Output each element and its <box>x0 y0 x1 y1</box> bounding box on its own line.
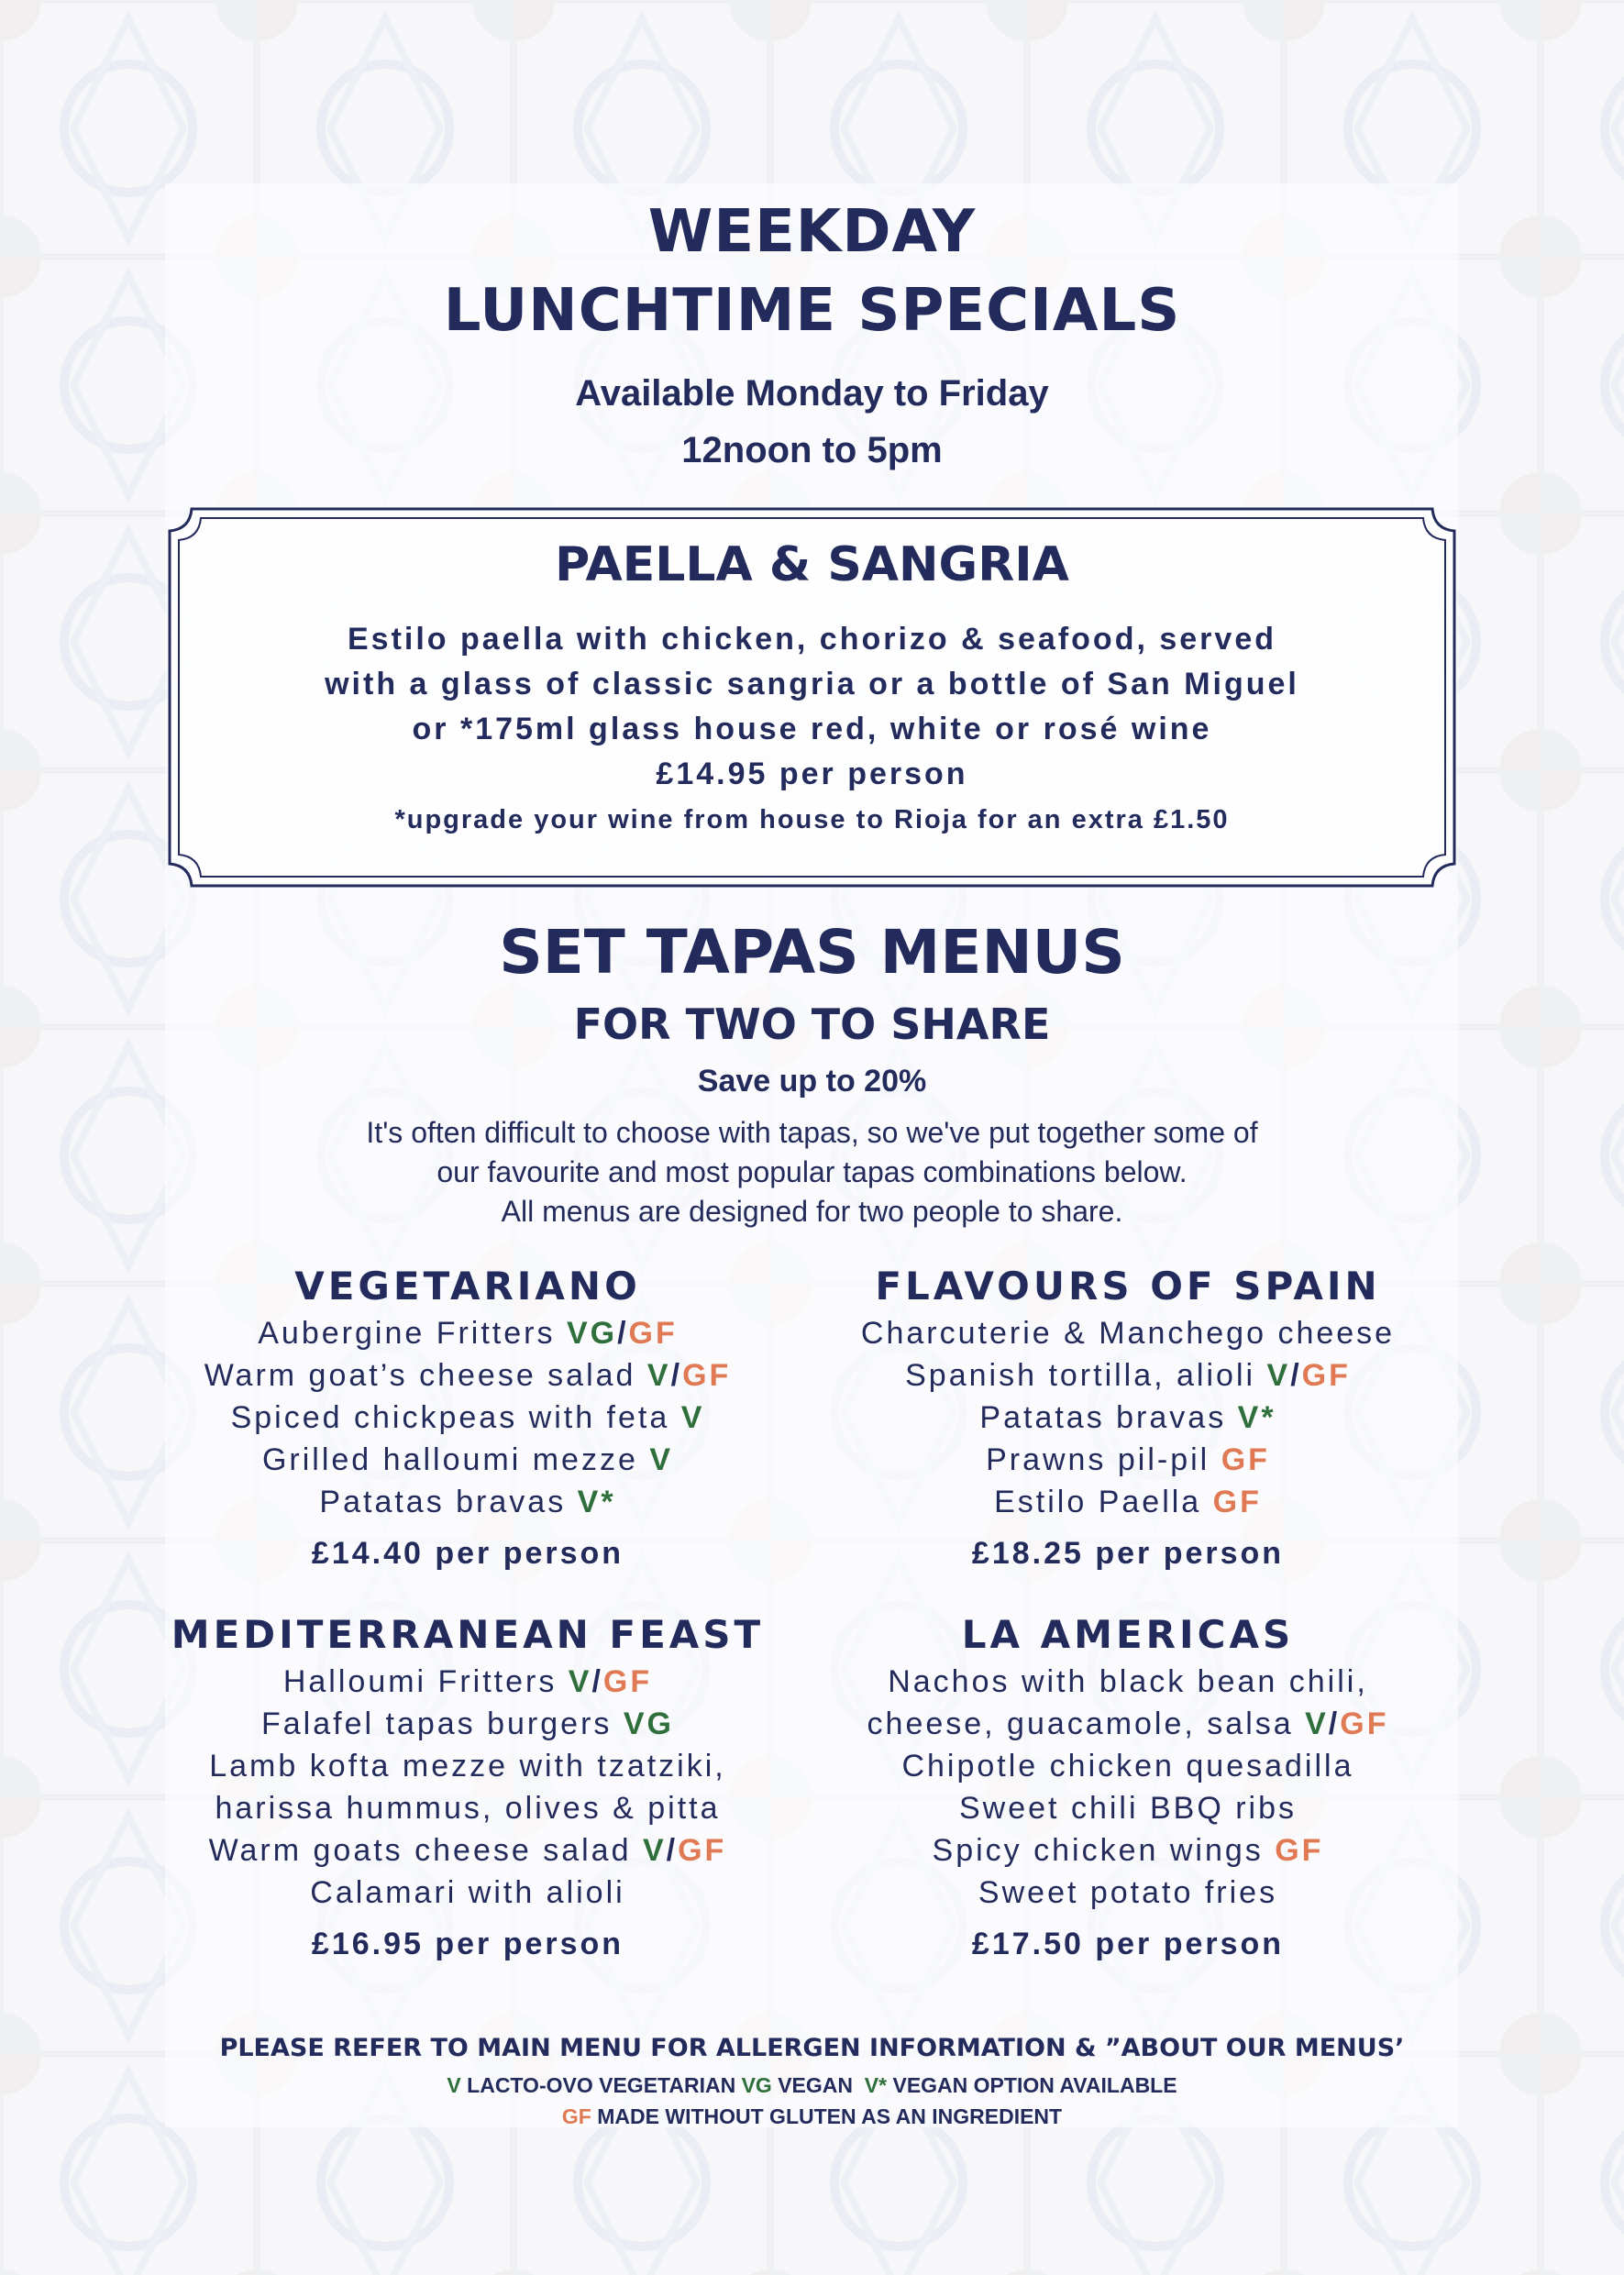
menu-item <box>92 1354 844 1397</box>
menu-item-name: Falafel tapas burgers <box>261 1706 613 1741</box>
wine-upgrade-note: *upgrade your wine from house to Rioja for an extra £1.50 <box>394 805 1230 834</box>
menu-item-name: Calamari with alioli <box>310 1875 625 1910</box>
gluten-free-tag: GF <box>1275 1833 1324 1868</box>
menu-item-name: Sweet potato fries <box>978 1875 1278 1910</box>
menu-item <box>752 1703 1504 1745</box>
save-badge-text: Save up to 20% <box>697 1064 927 1099</box>
menu-items <box>92 1312 844 1523</box>
diet-tag: V <box>642 1833 667 1868</box>
menu-items <box>752 1661 1504 1914</box>
menu-item <box>752 1312 1504 1354</box>
key-text-vstar: VEGAN OPTION AVAILABLE <box>887 2073 1177 2097</box>
menu-items <box>752 1312 1504 1523</box>
menu-item <box>752 1872 1504 1914</box>
diet-tag: VG <box>566 1316 618 1351</box>
menu-item-name: Halloumi Fritters <box>282 1664 558 1699</box>
diet-tag-separator: / <box>1328 1706 1341 1741</box>
gluten-free-tag: GF <box>678 1833 727 1868</box>
menu-flavours-of-spain <box>752 1261 1504 1572</box>
menu-title: MEDITERRANEAN FEAST <box>171 1612 765 1657</box>
menu-item-name: Patatas bravas <box>979 1400 1227 1435</box>
diet-tag: V <box>1266 1358 1291 1393</box>
gluten-free-tag: GF <box>1340 1706 1389 1741</box>
menu-item-name: Chipotle chicken quesadilla <box>901 1749 1354 1784</box>
menu-item-name: Warm goat’s cheese salad <box>204 1358 636 1393</box>
intro-line: our favourite and most popular tapas combinations below. <box>436 1155 1188 1188</box>
diet-tag-separator: / <box>670 1358 683 1393</box>
menu-item <box>92 1481 844 1523</box>
menu-item-name: Nachos with black bean chili, <box>888 1664 1368 1699</box>
key-code-v: V <box>447 2073 461 2097</box>
page-title-line1: WEEKDAY <box>647 198 977 266</box>
menu-item-name: Patatas bravas <box>319 1485 567 1519</box>
diet-tag: V <box>680 1400 705 1435</box>
page-title-line2: LUNCHTIME SPECIALS <box>443 277 1181 345</box>
diet-tag: V <box>1305 1706 1329 1741</box>
set-tapas-intro <box>0 1113 1624 1231</box>
diet-tag: V* <box>1237 1400 1276 1435</box>
key-text-vg: VEGAN <box>771 2073 865 2097</box>
menu-title: VEGETARIANO <box>294 1264 641 1309</box>
gluten-free-tag: GF <box>1221 1442 1270 1477</box>
menu-item <box>92 1829 844 1872</box>
menu-title: LA AMERICAS <box>961 1612 1295 1657</box>
key-text-gf: MADE WITHOUT GLUTEN AS AN INGREDIENT <box>591 2104 1063 2128</box>
gluten-free-tag: GF <box>602 1664 653 1699</box>
menu-item-name: Spanish tortilla, alioli <box>905 1358 1256 1393</box>
paella-box-title: PAELLA & SANGRIA <box>555 537 1069 592</box>
diet-tag-separator: / <box>617 1316 629 1351</box>
menu-item-name: Spicy chicken wings <box>932 1833 1264 1868</box>
menu-title: FLAVOURS OF SPAIN <box>875 1264 1381 1309</box>
allergen-notice: PLEASE REFER TO MAIN MENU FOR ALLERGEN INFORMATION & ”ABOUT OUR MENUS’ <box>219 2034 1405 2062</box>
gluten-free-tag: GF <box>1301 1358 1351 1393</box>
menu-item <box>92 1745 844 1787</box>
paella-price: £14.95 per person <box>656 756 968 791</box>
paella-line: Estilo paella with chicken, chorizo & seafood, served <box>347 622 1277 657</box>
diet-tag: V <box>568 1664 592 1699</box>
menu-item-name: Estilo Paella <box>994 1485 1202 1519</box>
menu-item <box>752 1787 1504 1829</box>
set-tapas-title: SET TAPAS MENUS <box>499 917 1125 988</box>
menu-item <box>92 1661 844 1703</box>
key-text-v: LACTO-OVO VEGETARIAN <box>460 2073 742 2097</box>
menu-item <box>752 1829 1504 1872</box>
menu-item <box>92 1439 844 1481</box>
dietary-key-line2 <box>0 2102 1624 2132</box>
menu-price: £18.25 per person <box>971 1536 1285 1571</box>
menu-item <box>92 1703 844 1745</box>
key-code-vstar: V* <box>864 2073 888 2097</box>
menu-item <box>92 1872 844 1914</box>
availability-days: Available Monday to Friday <box>575 373 1049 414</box>
menu-item-name: harissa hummus, olives & pitta <box>215 1791 721 1826</box>
menu-item <box>752 1745 1504 1787</box>
menu-price: £16.95 per person <box>311 1927 624 1961</box>
menu-item <box>752 1661 1504 1703</box>
menu-mediterranean-feast <box>92 1609 844 1962</box>
menu-item <box>92 1787 844 1829</box>
diet-tag-separator: / <box>666 1833 679 1868</box>
diet-tag: V* <box>577 1485 616 1519</box>
diet-tag: VG <box>623 1706 674 1741</box>
menu-items <box>92 1661 844 1914</box>
gluten-free-tag: GF <box>682 1358 732 1393</box>
menu-item-name: Warm goats cheese salad <box>208 1833 632 1868</box>
menu-la-americas <box>752 1609 1504 1962</box>
key-code-vg: VG <box>741 2073 772 2097</box>
menu-item <box>752 1397 1504 1439</box>
menu-item-name: Prawns pil-pil <box>986 1442 1210 1477</box>
diet-tag-separator: / <box>1290 1358 1302 1393</box>
menu-item-name: Grilled halloumi mezze <box>261 1442 638 1477</box>
set-tapas-subtitle: FOR TWO TO SHARE <box>573 999 1051 1049</box>
diet-tag: V <box>646 1358 671 1393</box>
paella-line: with a glass of classic sangria or a bottle of San Miguel <box>325 667 1299 701</box>
diet-tag-separator: / <box>591 1664 603 1699</box>
dietary-key-line1 <box>0 2071 1624 2101</box>
menu-item <box>92 1312 844 1354</box>
menu-item-name: Lamb kofta mezze with tzatziki, <box>209 1749 726 1784</box>
menu-item <box>752 1481 1504 1523</box>
menu-price: £17.50 per person <box>971 1927 1285 1961</box>
menu-vegetariano <box>92 1261 844 1572</box>
menu-item-name: Sweet chili BBQ ribs <box>959 1791 1297 1826</box>
gluten-free-tag: GF <box>1212 1485 1262 1519</box>
menu-item <box>92 1397 844 1439</box>
paella-box-description <box>0 617 1624 797</box>
menu-item <box>752 1354 1504 1397</box>
availability-hours: 12noon to 5pm <box>681 430 943 470</box>
menu-price: £14.40 per person <box>311 1536 624 1571</box>
intro-line: It's often difficult to choose with tapas, so we've put together some of <box>366 1116 1258 1149</box>
intro-line: All menus are designed for two people to share. <box>501 1195 1123 1228</box>
menu-item-name: Charcuterie & Manchego cheese <box>860 1316 1396 1351</box>
menu-item-name: Aubergine Fritters <box>258 1316 556 1351</box>
diet-tag: V <box>649 1442 674 1477</box>
menu-item-name: cheese, guacamole, salsa <box>867 1706 1294 1741</box>
menu-item <box>752 1439 1504 1481</box>
key-code-gf: GF <box>561 2104 591 2128</box>
paella-line: or *175ml glass house red, white or rosé wine <box>412 712 1212 746</box>
menu-item-name: Spiced chickpeas with feta <box>230 1400 670 1435</box>
gluten-free-tag: GF <box>628 1316 678 1351</box>
